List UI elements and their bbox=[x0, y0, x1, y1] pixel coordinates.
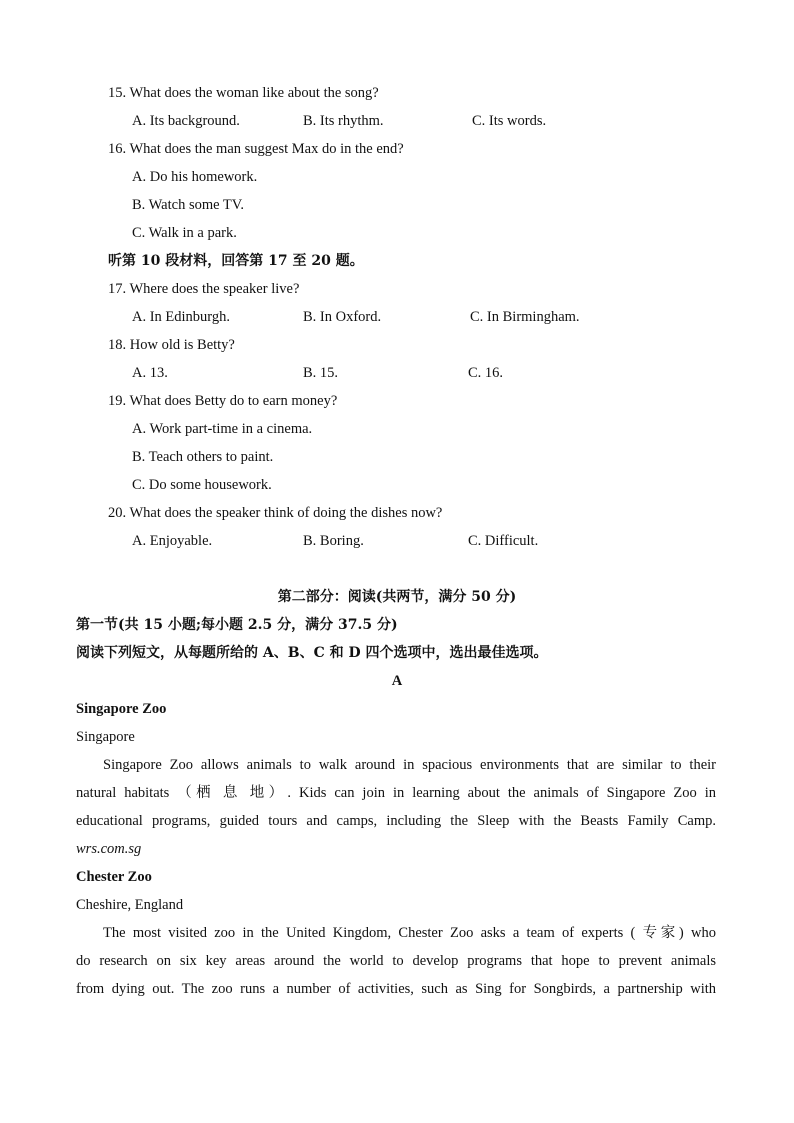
paragraph-line: educational programs, guided tours and camps, including the Sleep with the Beasts Family Camp. bbox=[76, 813, 716, 829]
option-b: B. Its rhythm. bbox=[303, 113, 384, 129]
option-b: B. In Oxford. bbox=[303, 309, 382, 325]
zoo-description bbox=[76, 751, 716, 835]
paragraph-line: The most visited zoo in the United Kingdom, Chester Zoo asks a team of experts ( 专家) who bbox=[103, 925, 716, 941]
option-c: C. 16. bbox=[468, 365, 504, 381]
option-b: B. 15. bbox=[303, 365, 339, 381]
section-1-title: 第一节(共 15 小题;每小题 2.5 分，满分 37.5 分) bbox=[76, 617, 398, 633]
option-b: B. Teach others to paint. bbox=[132, 449, 274, 465]
option-a: A. Enjoyable. bbox=[132, 533, 213, 549]
option-c: C. Its words. bbox=[472, 113, 547, 129]
zoo-description bbox=[76, 919, 716, 1003]
paragraph-line: do research on six key areas around the world to develop programs that hope to prevent animals bbox=[76, 953, 716, 969]
question-20: 20. What does the speaker think of doing the dishes now? bbox=[108, 505, 443, 521]
option-c: C. Do some housework. bbox=[132, 477, 272, 493]
option-a: A. In Edinburgh. bbox=[132, 309, 231, 325]
question-16: 16. What does the man suggest Max do in the end? bbox=[108, 141, 404, 157]
option-a: A. Its background. bbox=[132, 113, 240, 129]
paragraph-line: natural habitats （栖 息 地）. Kids can join in learning about the animals of Singapore Zoo in bbox=[76, 785, 716, 801]
option-c: C. Difficult. bbox=[468, 533, 539, 549]
question-17: 17. Where does the speaker live? bbox=[108, 281, 300, 297]
question-19: 19. What does Betty do to earn money? bbox=[108, 393, 338, 409]
option-c: C. In Birmingham. bbox=[470, 309, 580, 325]
part-2-title: 第二部分：阅读(共两节，满分 50 分) bbox=[277, 589, 517, 605]
section-10-instruction: 听第 10 段材料，回答第 17 至 20 题。 bbox=[108, 253, 364, 269]
option-a: A. Do his homework. bbox=[132, 169, 258, 185]
zoo-name: Singapore Zoo bbox=[76, 701, 167, 717]
option-a: A. Work part-time in a cinema. bbox=[132, 421, 313, 437]
zoo-location: Cheshire, England bbox=[76, 897, 184, 913]
question-15: 15. What does the woman like about the song? bbox=[108, 85, 379, 101]
paragraph-line: Singapore Zoo allows animals to walk around in spacious environments that are similar to their bbox=[103, 757, 716, 773]
option-a: A. 13. bbox=[132, 365, 168, 381]
passage-letter: A bbox=[391, 673, 403, 689]
zoo-name: Chester Zoo bbox=[76, 869, 152, 885]
option-b: B. Watch some TV. bbox=[132, 197, 245, 213]
option-b: B. Boring. bbox=[303, 533, 364, 549]
zoo-website: wrs.com.sg bbox=[76, 841, 142, 857]
paragraph-line: from dying out. The zoo runs a number of activities, such as Sing for Songbirds, a partnership with bbox=[76, 981, 716, 997]
reading-instruction: 阅读下列短文，从每题所给的 A、B、C 和 D 四个选项中，选出最佳选项。 bbox=[76, 645, 548, 661]
option-c: C. Walk in a park. bbox=[132, 225, 237, 241]
question-18: 18. How old is Betty? bbox=[108, 337, 235, 353]
zoo-location: Singapore bbox=[76, 729, 135, 745]
